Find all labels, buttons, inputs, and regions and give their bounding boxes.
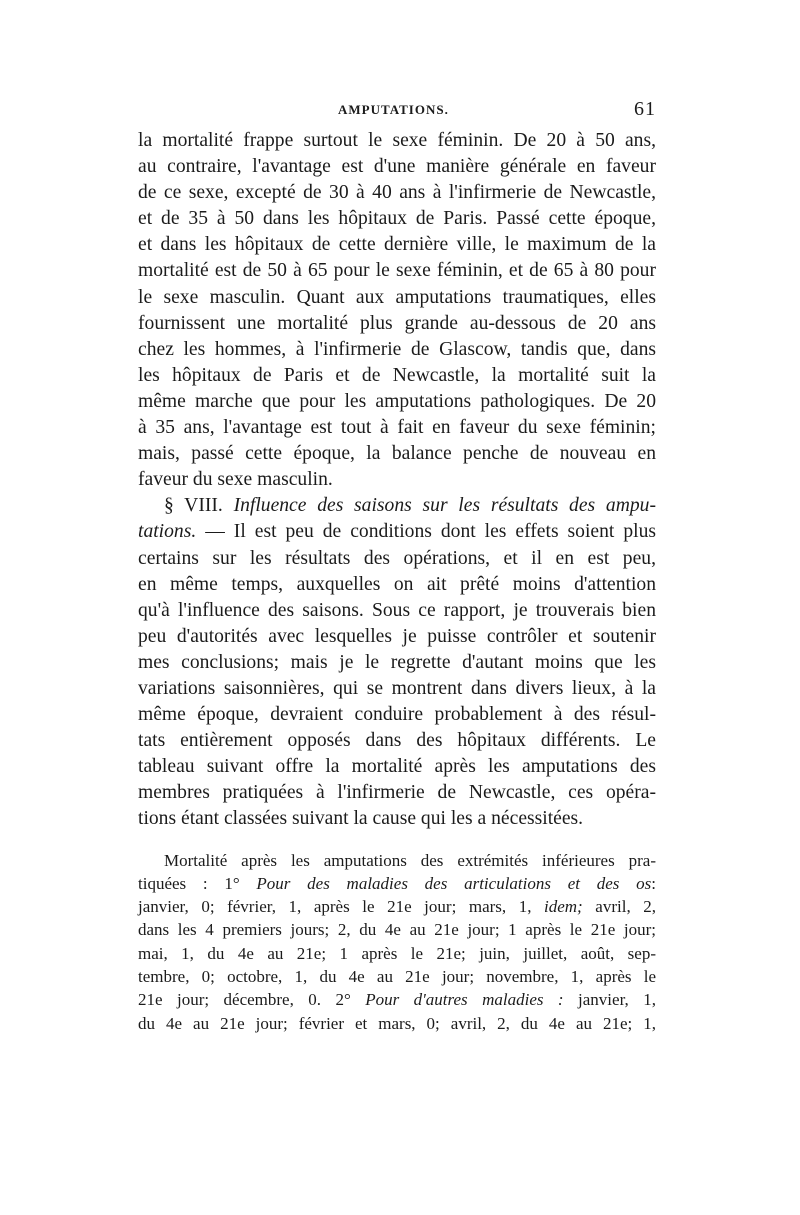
section-title-end: tations.	[138, 521, 197, 543]
text-line: qu'à l'influence des saisons. Sous ce rapport, je trouverais bien	[138, 599, 656, 621]
text-line: et de 35 à 50 dans les hôpitaux de Paris. Passé cette époque,	[138, 208, 656, 230]
text-line: membres pratiquées à l'infirmerie de Newcastle, ces opéra-	[138, 782, 656, 804]
main-text	[138, 128, 656, 833]
text-line: en même temps, auxquelles on ait prêté moins d'attention	[138, 573, 656, 595]
small-line	[138, 988, 656, 1011]
text-line: même marche que pour les amputations pathologiques. De 20	[138, 390, 656, 412]
text-line: la mortalité frappe surtout le sexe féminin. De 20 à 50 ans,	[138, 130, 656, 151]
text-line: mortalité est de 50 à 65 pour le sexe féminin, et de 65 à 80 pour	[138, 260, 656, 282]
text-line: le sexe masculin. Quant aux amputations traumatiques, elles	[138, 286, 656, 308]
small-line: mai, 1, du 4e au 21e; 1 après le 21e; juin, juillet, août, sep-	[138, 943, 656, 963]
section-heading-line	[138, 493, 656, 519]
section-text-start: — Il est peu de conditions dont les effets soient plus	[196, 521, 656, 543]
small-text: tiquées : 1°	[138, 873, 257, 893]
paragraph-mortality-sex	[138, 128, 656, 493]
small-line	[138, 872, 656, 895]
page-number: 61	[634, 98, 656, 120]
text-line: mes conclusions; mais je le regrette d'autant moins que les	[138, 651, 656, 673]
small-line: du 4e au 21e jour; février et mars, 0; avril, 2, du 4e au 21e; 1,	[138, 1013, 656, 1033]
text-line: à 35 ans, l'avantage est tout à fait en faveur du sexe féminin;	[138, 417, 656, 439]
text-line: tableau suivant offre la mortalité après les amputations des	[138, 756, 656, 778]
text-line: peu d'autorités avec lesquelles je puisse contrôler et soutenir	[138, 625, 656, 647]
text-line: même époque, devraient conduire probablement à des résul-	[138, 704, 656, 726]
small-line	[138, 895, 656, 918]
running-head	[138, 100, 656, 128]
small-italic: Pour des maladies des articulations et des os	[256, 873, 652, 893]
text-line: faveur du sexe masculin.	[138, 469, 333, 491]
running-title: AMPUTATIONS.	[338, 102, 449, 117]
small-italic: idem;	[544, 897, 583, 917]
small-text: :	[651, 873, 656, 893]
text-line: chez les hommes, à l'infirmerie de Glascow, tandis que, dans	[138, 338, 656, 360]
text-line: de ce sexe, excepté de 30 à 40 ans à l'infirmerie de Newcastle,	[138, 182, 656, 204]
text-line: et dans les hôpitaux de cette dernière ville, le maximum de la	[138, 234, 656, 256]
text-line: fournissent une mortalité plus grande au-dessous de 20 ans	[138, 312, 656, 334]
small-text: 21e jour; décembre, 0. 2°	[138, 990, 366, 1010]
small-text: janvier, 1,	[563, 990, 656, 1010]
text-line: certains sur les résultats des opérations, et il en est peu,	[138, 547, 656, 569]
small-line: dans les 4 premiers jours; 2, du 4e au 21e jour; 1 après le 21e jour;	[138, 920, 656, 940]
book-page	[138, 100, 656, 1035]
small-text: janvier, 0; février, 1, après le 21e jour; mars, 1,	[138, 897, 545, 917]
small-line: Mortalité après les amputations des extrémités inférieures pra-	[164, 850, 656, 870]
text-line	[138, 519, 656, 545]
text-line: mais, passé cette époque, la balance penche de nouveau en	[138, 443, 656, 465]
section-number: § VIII.	[164, 495, 234, 517]
text-line: au contraire, l'avantage est d'une manière générale en faveur	[138, 156, 656, 178]
small-line: tembre, 0; octobre, 1, du 4e au 21e jour; novembre, 1, après le	[138, 967, 656, 987]
text-line: tats entièrement opposés dans des hôpitaux différents. Le	[138, 730, 656, 752]
small-text: avril, 2,	[582, 897, 656, 917]
text-line: variations saisonnières, qui se montrent dans divers lieux, à la	[138, 677, 656, 699]
small-italic: Pour d'autres maladies :	[365, 990, 564, 1010]
text-line: tions étant classées suivant la cause qui les a nécessitées.	[138, 808, 584, 830]
text-line: les hôpitaux de Paris et de Newcastle, la mortalité suit la	[138, 364, 656, 386]
section-title: Influence des saisons sur les résultats des ampu-	[233, 495, 656, 517]
section-viii	[138, 493, 656, 832]
small-print-data	[138, 849, 656, 1035]
